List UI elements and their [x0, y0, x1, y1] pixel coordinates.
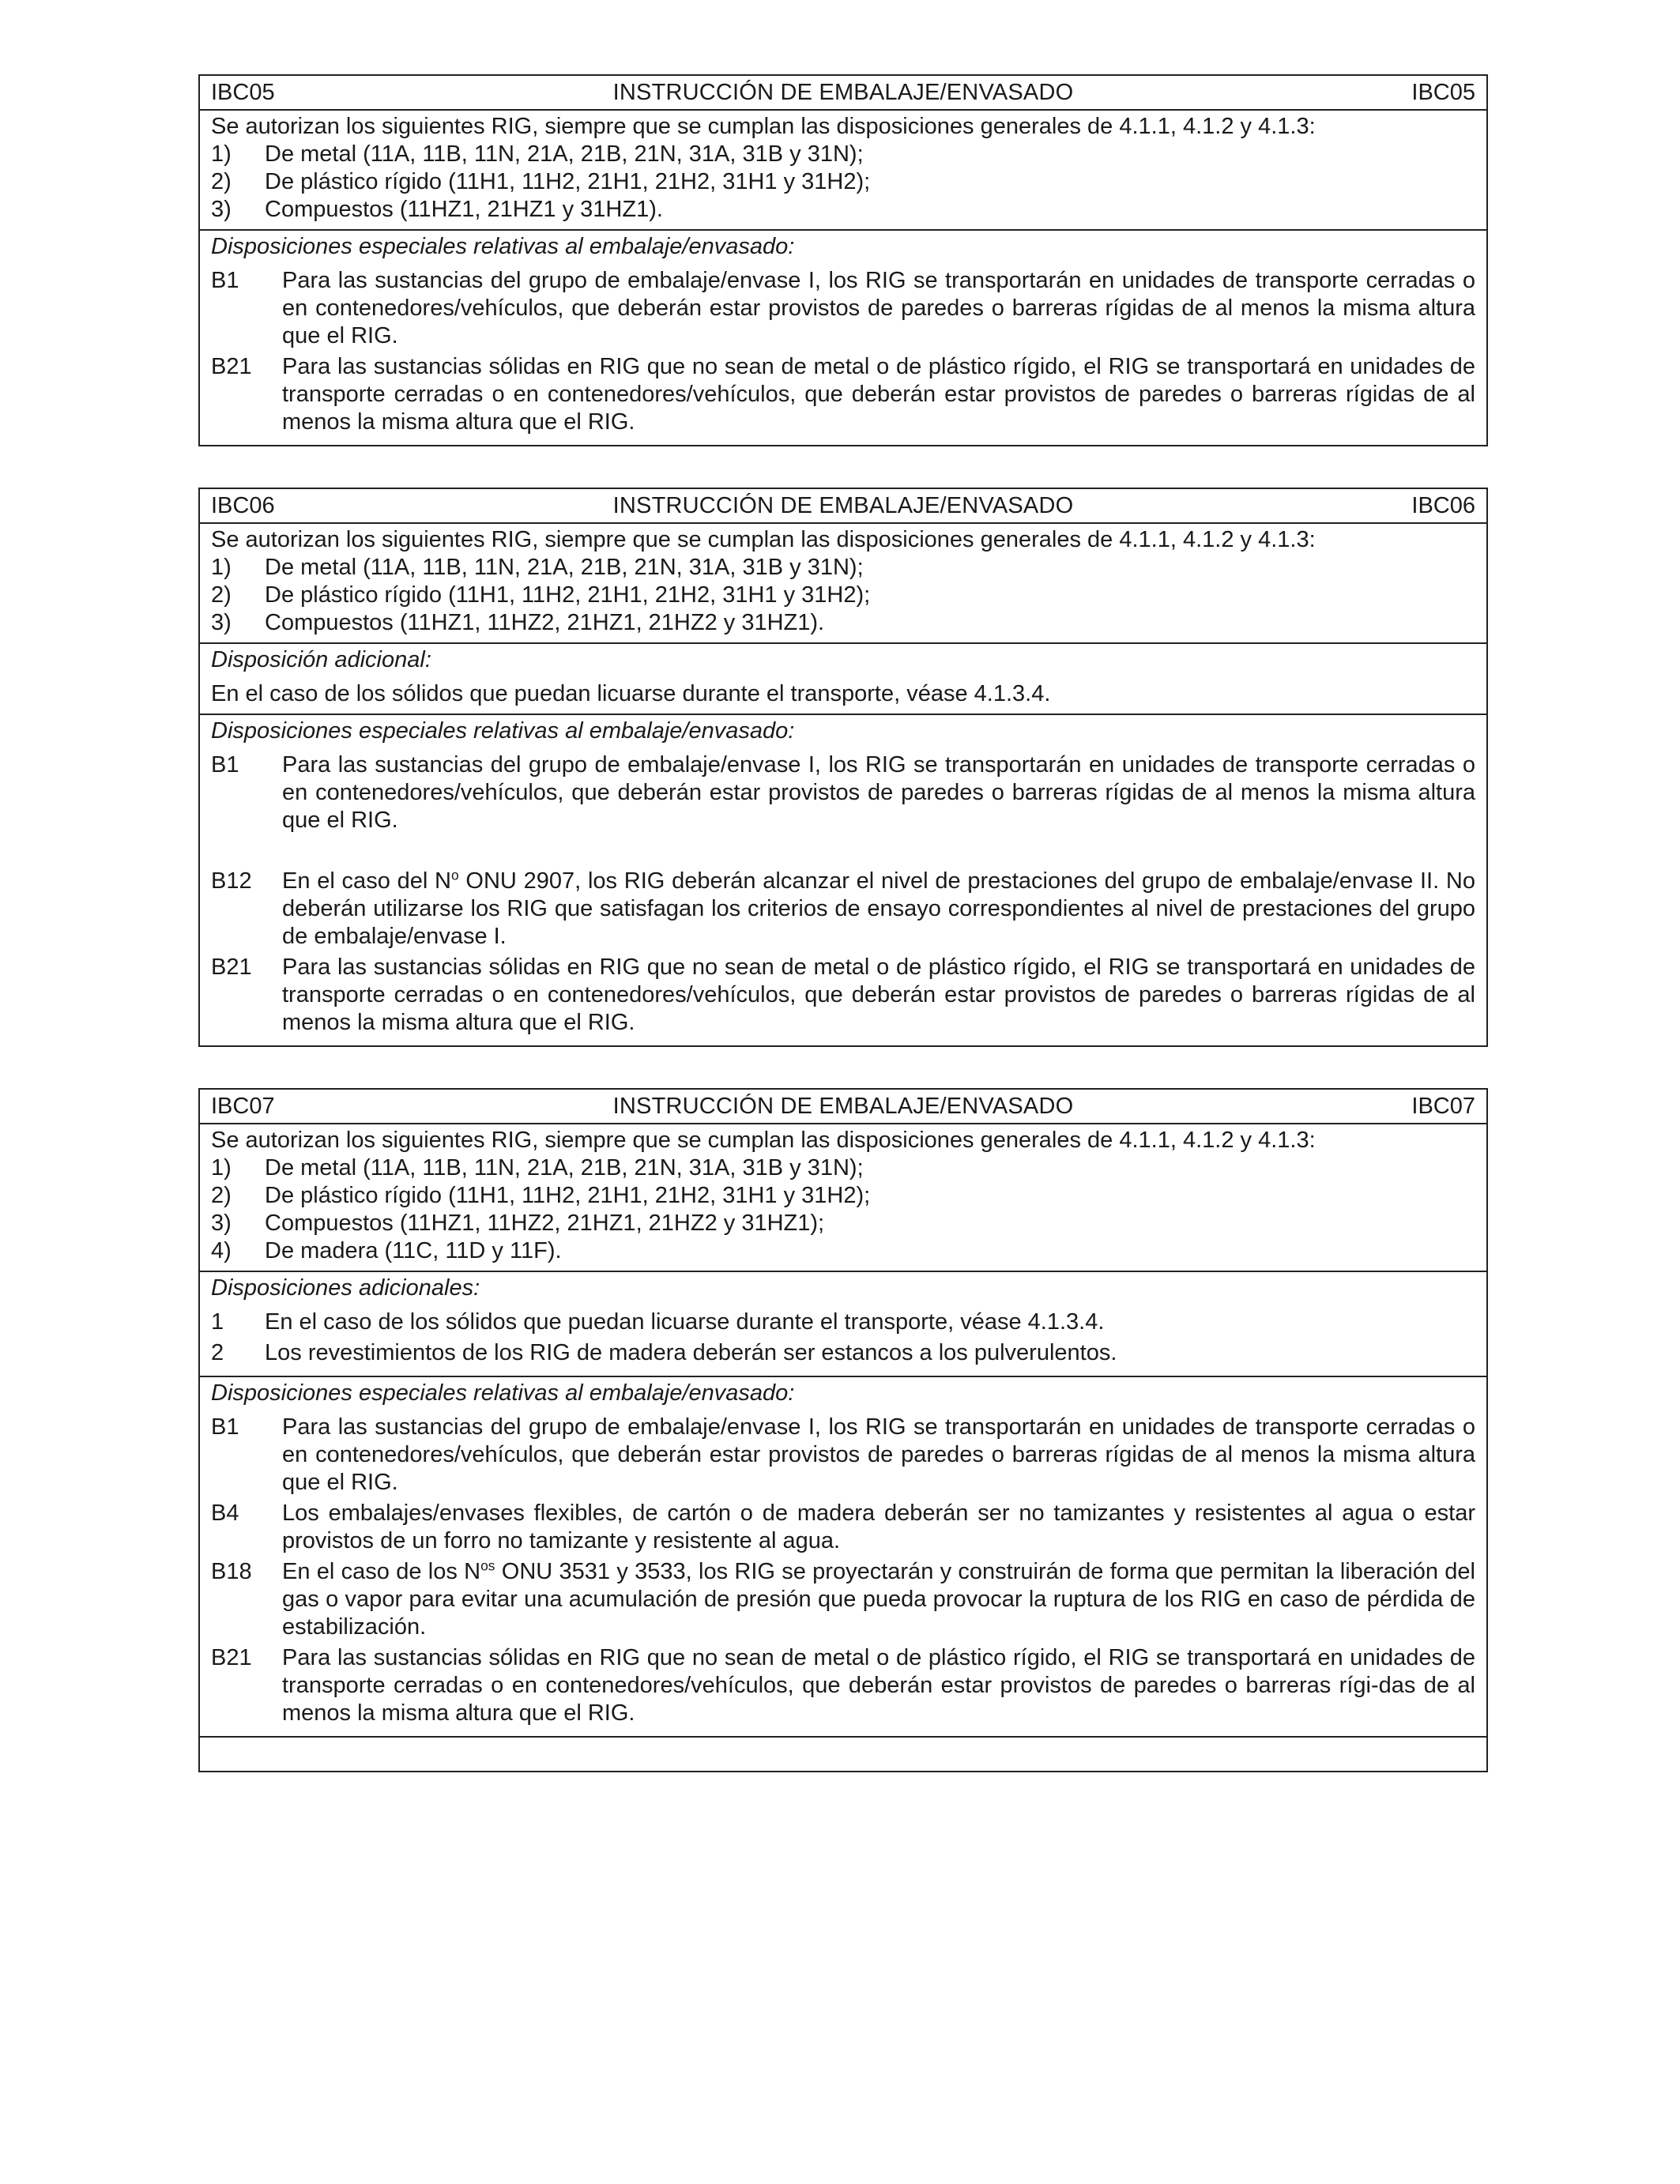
ibc06-instruction-box	[198, 488, 1488, 1047]
list-item-number: 3)	[211, 610, 232, 635]
list-item	[211, 196, 1475, 224]
provision-code: B21	[211, 1645, 252, 1670]
ibc07-instruction-box	[198, 1088, 1488, 1772]
list-item	[211, 1237, 1475, 1265]
provision-text-part: En el caso del N	[282, 868, 451, 894]
ibc07-authorized-section	[200, 1123, 1486, 1271]
ibc06-intro: Se autorizan los siguientes RIG, siempre que se cumplan las disposiciones generales de 4.1.1, 4.1.2 y 4.1.3:	[211, 527, 1316, 552]
ibc06-special-heading: Disposiciones especiales relativas al embalaje/envasado:	[211, 718, 795, 744]
ibc07-special-provisions	[200, 1376, 1486, 1736]
ibc06-additional-text: En el caso de los sólidos que puedan licuarse durante el transporte, véase 4.1.3.4.	[211, 681, 1051, 706]
provision-text: Para las sustancias del grupo de embalaje/envase I, los RIG se transportarán en unidades de transporte cerradas o en contenedores/vehículos, que deberán estar provistos de paredes o barreras rígidas de al menos la misma altura que el RIG.	[282, 752, 1475, 833]
list-item-text: Compuestos (11HZ1, 11HZ2, 21HZ1, 21HZ2 y 31HZ1);	[265, 1211, 825, 1236]
ibc05-instruction-box	[198, 74, 1488, 446]
provision-code: B1	[211, 268, 239, 293]
provision-text: Los embalajes/envases flexibles, de cartón o de madera deberán ser no tamizantes y resistentes al agua o estar provistos de un forro no tamizante y resistente al agua.	[282, 1501, 1475, 1553]
list-item	[211, 1182, 1475, 1210]
ibc05-header	[200, 76, 1486, 109]
provision-item	[211, 1644, 1475, 1727]
list-item	[211, 168, 1475, 196]
ibc06-header	[200, 489, 1486, 522]
ibc07-title: INSTRUCCIÓN DE EMBALAJE/ENVASADO	[612, 1093, 1074, 1119]
list-item	[211, 582, 1475, 609]
list-item-text: De plástico rígido (11H1, 11H2, 21H1, 21H2, 31H1 y 31H2);	[265, 169, 871, 194]
list-item-number: 2)	[211, 1183, 232, 1208]
list-item-number: 2)	[211, 582, 232, 608]
ibc07-intro: Se autorizan los siguientes RIG, siempre que se cumplan las disposiciones generales de 4.1.1, 4.1.2 y 4.1.3:	[211, 1128, 1316, 1153]
additional-item	[211, 1309, 1475, 1336]
list-item-text: De plástico rígido (11H1, 11H2, 21H1, 21H2, 31H1 y 31H2);	[265, 1183, 871, 1208]
provision-code: B1	[211, 752, 239, 778]
list-item-number: 1)	[211, 141, 232, 167]
ibc07-code-left: IBC07	[211, 1093, 275, 1119]
provision-text-part: ONU 2907, los RIG deberán alcanzar el nivel de prestaciones del grupo de embalaje/envase II. No deberán utilizarse los RIG que satisfagan los criterios de ensayo correspondientes al nivel de prestaciones del grupo de embalaje/envase I.	[282, 868, 1476, 949]
list-item-text: De plástico rígido (11H1, 11H2, 21H1, 21H2, 31H1 y 31H2);	[265, 582, 871, 608]
number-superscript: o	[450, 867, 459, 883]
list-item-text: De metal (11A, 11B, 11N, 21A, 21B, 21N, 31A, 31B y 31N);	[265, 1155, 864, 1180]
provision-item	[211, 1558, 1475, 1641]
list-item	[211, 1210, 1475, 1237]
list-item-number: 3)	[211, 197, 232, 222]
ibc07-empty-row	[200, 1736, 1486, 1771]
provision-text	[282, 1558, 1475, 1641]
provision-code: B21	[211, 955, 252, 980]
provision-text: Para las sustancias del grupo de embalaje/envase I, los RIG se transportarán en unidades de transporte cerradas o en contenedores/vehículos, que deberán estar provistos de paredes o barreras rígidas de al menos la misma altura que el RIG.	[282, 268, 1475, 348]
list-item-text: Compuestos (11HZ1, 21HZ1 y 31HZ1).	[265, 197, 663, 222]
list-item	[211, 609, 1475, 637]
ibc06-authorized-section	[200, 522, 1486, 642]
provision-text: Para las sustancias sólidas en RIG que no sean de metal o de plástico rígido, el RIG se transportará en unidades de transporte cerradas o en contenedores/vehículos, que deberán estar provistos de paredes o barreras rígidas de al menos la misma altura que el RIG.	[282, 354, 1475, 435]
list-item-number: 2)	[211, 169, 232, 194]
ibc05-special-heading: Disposiciones especiales relativas al embalaje/envasado:	[211, 234, 795, 259]
provision-item	[211, 1500, 1475, 1555]
provision-code: B4	[211, 1501, 239, 1526]
list-item	[211, 141, 1475, 168]
additional-item	[211, 1339, 1475, 1367]
ibc06-title: INSTRUCCIÓN DE EMBALAJE/ENVASADO	[612, 492, 1074, 518]
provision-text: Para las sustancias del grupo de embalaje/envase I, los RIG se transportarán en unidades de transporte cerradas o en contenedores/vehículos, que deberán estar provistos de paredes o barreras rígidas de al menos la misma altura que el RIG.	[282, 1414, 1475, 1495]
provision-code: B18	[211, 1559, 252, 1584]
ibc06-code-left: IBC06	[211, 492, 275, 518]
ibc06-code-right: IBC06	[1411, 492, 1475, 518]
list-item-text: De madera (11C, 11D y 11F).	[265, 1238, 562, 1263]
additional-item-text: En el caso de los sólidos que puedan licuarse durante el transporte, véase 4.1.3.4.	[265, 1309, 1105, 1335]
ibc06-additional-heading: Disposición adicional:	[211, 647, 431, 672]
provision-item	[211, 353, 1475, 436]
list-item	[211, 554, 1475, 582]
list-item-text: De metal (11A, 11B, 11N, 21A, 21B, 21N, 31A, 31B y 31N);	[265, 141, 864, 167]
additional-item-number: 2	[211, 1340, 224, 1365]
document-page	[198, 74, 1488, 1772]
provision-text	[282, 868, 1475, 951]
additional-item-text: Los revestimientos de los RIG de madera deberán ser estancos a los pulverulentos.	[265, 1340, 1117, 1365]
provision-code: B12	[211, 868, 252, 894]
ibc05-intro: Se autorizan los siguientes RIG, siempre que se cumplan las disposiciones generales de 4.1.1, 4.1.2 y 4.1.3:	[211, 114, 1316, 139]
list-item-number: 1)	[211, 555, 232, 580]
ibc07-additional-heading: Disposiciones adicionales:	[211, 1275, 480, 1301]
ibc06-additional-provision	[200, 642, 1486, 714]
provision-text-part: En el caso de los N	[282, 1559, 481, 1584]
ibc05-title: INSTRUCCIÓN DE EMBALAJE/ENVASADO	[612, 79, 1074, 105]
list-item-number: 3)	[211, 1211, 232, 1236]
provision-text: Para las sustancias sólidas en RIG que no sean de metal o de plástico rígido, el RIG se transportará en unidades de transporte cerradas o en contenedores/vehículos, que deberán estar provistos de paredes o barreras rígidas de al menos la misma altura que el RIG.	[282, 955, 1475, 1035]
provision-code: B21	[211, 354, 252, 379]
ibc06-special-provisions	[200, 714, 1486, 1045]
provision-item	[211, 751, 1475, 834]
list-item	[211, 1154, 1475, 1182]
list-item-text: De metal (11A, 11B, 11N, 21A, 21B, 21N, 31A, 31B y 31N);	[265, 555, 864, 580]
provision-item	[211, 954, 1475, 1037]
ibc07-special-heading: Disposiciones especiales relativas al embalaje/envasado:	[211, 1380, 795, 1406]
provision-item	[211, 267, 1475, 350]
list-item-number: 4)	[211, 1238, 232, 1263]
list-item-number: 1)	[211, 1155, 232, 1180]
provision-text: Para las sustancias sólidas en RIG que no sean de metal o de plástico rígido, el RIG se transportará en unidades de transporte cerradas o en contenedores/vehículos, que deberán estar provistos de paredes o barreras rígi-das de al menos la misma altura que el RIG.	[282, 1645, 1475, 1726]
provision-text-part: ONU 3531 y 3533, los RIG se proyectarán y construirán de forma que permitan la liberación del gas o vapor para evitar una acumulación de presión que pueda provocar la ruptura de los RIG en caso de pérdida de estabilización.	[282, 1559, 1475, 1640]
number-superscript: os	[480, 1557, 495, 1574]
provision-item	[211, 868, 1475, 951]
ibc05-code-right: IBC05	[1411, 79, 1475, 105]
provision-code: B1	[211, 1414, 239, 1440]
ibc07-additional-provisions	[200, 1271, 1486, 1376]
ibc07-header	[200, 1090, 1486, 1123]
ibc05-authorized-section	[200, 109, 1486, 229]
list-item-text: Compuestos (11HZ1, 11HZ2, 21HZ1, 21HZ2 y 31HZ1).	[265, 610, 825, 635]
additional-item-number: 1	[211, 1309, 224, 1335]
ibc05-code-left: IBC05	[211, 79, 275, 105]
ibc07-code-right: IBC07	[1411, 1093, 1475, 1119]
ibc05-special-provisions	[200, 229, 1486, 445]
provision-item	[211, 1414, 1475, 1497]
